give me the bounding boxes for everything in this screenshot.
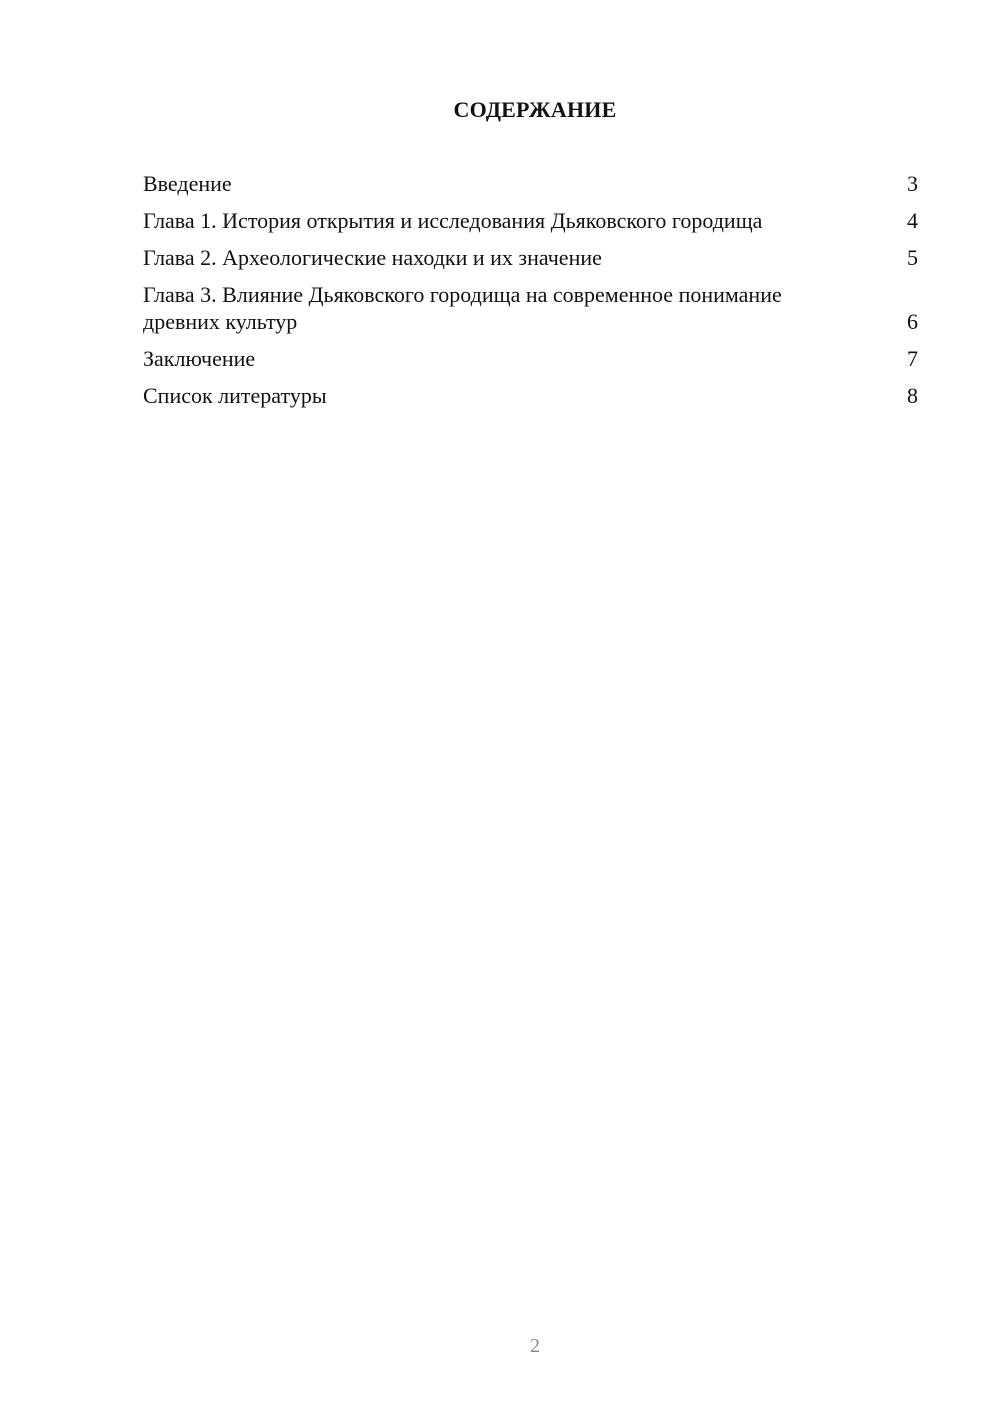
- page-title: СОДЕРЖАНИЕ: [453, 97, 617, 122]
- toc-entry-text: Заключение: [143, 346, 256, 371]
- toc-entry-text: Глава 2. Археологические находки и их значение: [143, 245, 602, 270]
- toc-entry-text: Введение: [143, 171, 232, 196]
- toc-entry-introduction: [143, 170, 918, 197]
- toc-entry-text: Глава 3. Влияние Дьяковского городища на современное понимание древних культур: [143, 282, 782, 334]
- table-of-contents: [143, 170, 918, 419]
- toc-entry-text: Список литературы: [143, 383, 327, 408]
- toc-entry-page: 8: [907, 383, 918, 408]
- toc-entry-page: 7: [907, 346, 918, 371]
- toc-entry-conclusion: [143, 345, 918, 372]
- toc-entry-page: 3: [907, 171, 918, 196]
- toc-entry-references: [143, 382, 918, 409]
- toc-entry-page: 6: [907, 309, 918, 334]
- toc-entry-chapter-1: [143, 207, 918, 234]
- toc-entry-chapter-2: [143, 244, 918, 271]
- toc-entry-text: Глава 1. История открытия и исследования Дьяковского городища: [143, 208, 763, 233]
- toc-entry-page: 4: [907, 208, 918, 233]
- toc-entry-page: 5: [907, 245, 918, 270]
- page-number: 2: [530, 1335, 540, 1357]
- toc-entry-chapter-3: [143, 281, 918, 335]
